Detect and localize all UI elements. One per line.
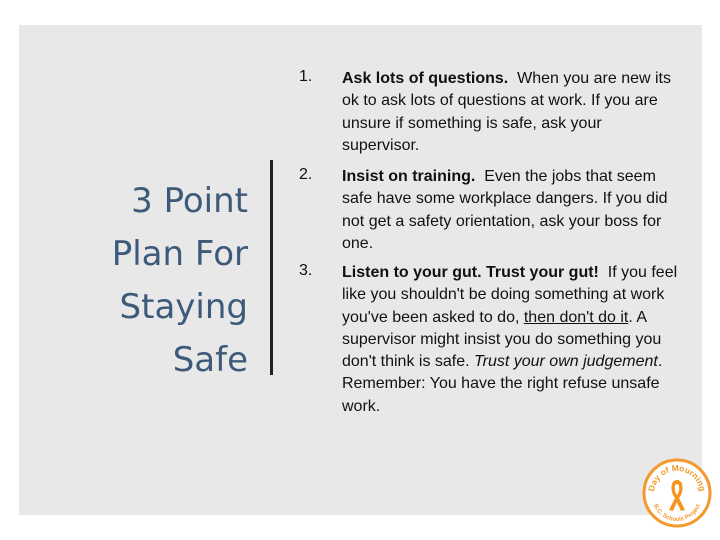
item-1-lead: Ask lots of questions. (342, 70, 509, 87)
item-2-lead: Insist on training. (342, 168, 476, 185)
list-number-3: 3. (299, 262, 313, 279)
day-of-mourning-logo (642, 458, 712, 528)
item-3-text-b: . A supervisor might insist you do something you don't think is safe. (342, 308, 662, 371)
logo-bottom-text: B.C. Schools Project (651, 503, 703, 524)
title-line-2: Plan For (111, 234, 248, 274)
item-3-text-a: If you feel like you shouldn't be doing something at work you've been asked to do, (342, 264, 678, 326)
list-number-2: 2. (299, 166, 313, 183)
title-line-4: Safe (172, 340, 248, 380)
item-3-text-c: . Remember: You have the right refuse unsafe work. (342, 353, 663, 415)
title-line-3: Staying (119, 287, 248, 327)
item-3-italic: Trust your own judgement (474, 353, 658, 371)
list-number-1: 1. (299, 68, 313, 85)
list-item-3 (342, 262, 682, 418)
slide-title (68, 175, 248, 387)
item-1-text: When you are new its ok to ask lots of questions at work. If you are unsure if something is safe, ask your supervisor. (342, 70, 671, 154)
vertical-divider (270, 160, 273, 375)
item-3-lead: Listen to your gut. Trust your gut! (342, 264, 599, 281)
item-3-underlined: then don't do it (523, 308, 629, 326)
item-2-text: Even the jobs that seem safe have some workplace dangers. If you did not get a safety orientation, ask your boss for one. (342, 168, 668, 252)
list-item-2 (342, 166, 682, 255)
logo-top-text: Day of Mourning (646, 462, 708, 493)
list-item-1 (342, 68, 682, 157)
title-line-1: 3 Point (131, 181, 248, 221)
